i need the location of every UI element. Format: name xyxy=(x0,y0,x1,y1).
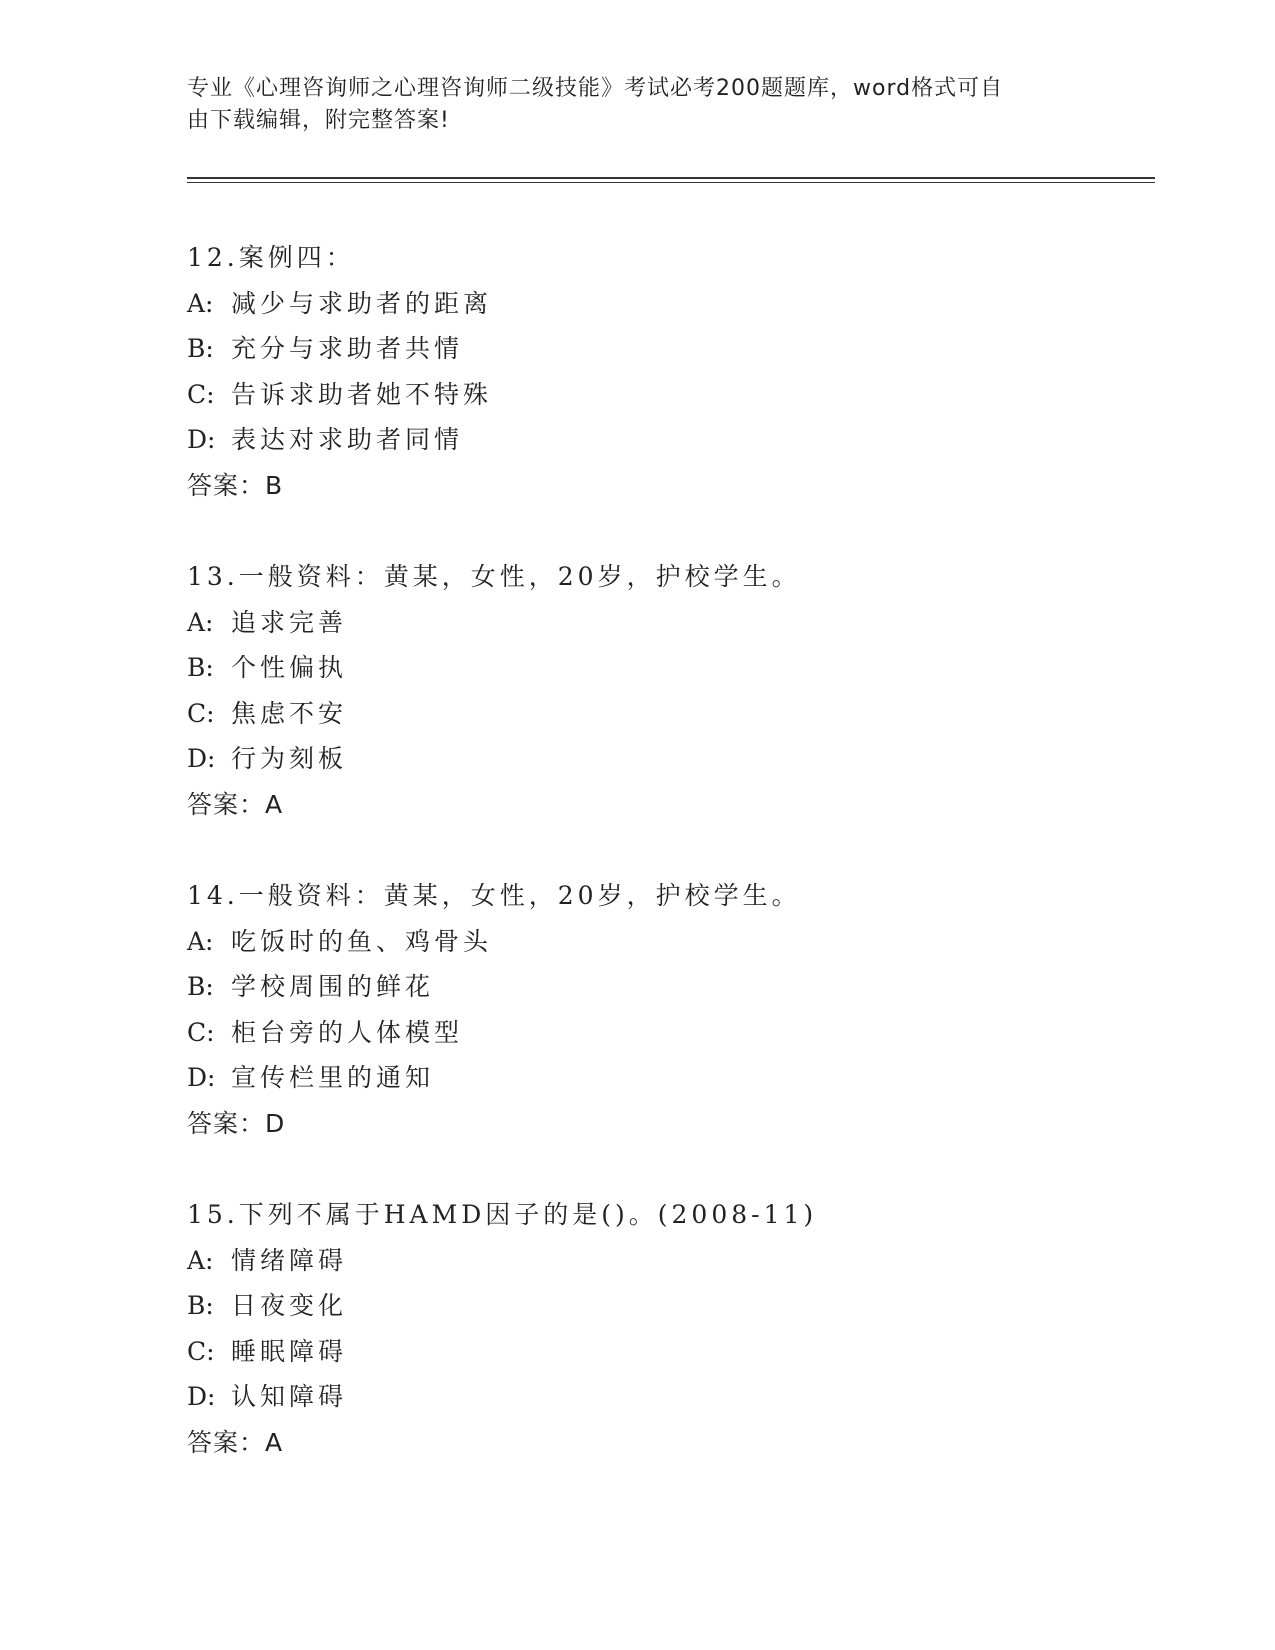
option-text: 焦虑不安 xyxy=(231,698,348,728)
question-block xyxy=(187,235,1137,508)
option-text: 宣传栏里的通知 xyxy=(231,1063,435,1092)
option-b xyxy=(187,1283,1137,1329)
option-text: 表达对求助者同情 xyxy=(231,425,464,454)
document-header xyxy=(187,73,1067,137)
header-divider-top xyxy=(187,177,1155,179)
question-stem: 13.一般资料：黄某，女性，20岁，护校学生。 xyxy=(187,562,801,591)
option-d xyxy=(187,417,1137,463)
answer-line: 答案：A xyxy=(187,1427,284,1457)
option-text: 认知障碍 xyxy=(231,1382,348,1411)
option-letter: D: xyxy=(187,1063,216,1092)
option-b xyxy=(187,326,1137,372)
option-text: 减少与求助者的距离 xyxy=(231,288,493,318)
answer-line: 答案：A xyxy=(187,789,284,819)
option-letter: B: xyxy=(187,334,214,363)
option-a xyxy=(187,281,1137,327)
option-a xyxy=(187,600,1137,646)
option-d xyxy=(187,1374,1137,1420)
option-letter: A: xyxy=(187,1245,214,1275)
option-text: 柜台旁的人体模型 xyxy=(231,1017,464,1047)
option-letter: C: xyxy=(187,1336,215,1366)
option-text: 睡眠障碍 xyxy=(231,1336,348,1366)
answer-line: 答案：D xyxy=(187,1108,286,1138)
option-letter: C: xyxy=(187,1017,215,1047)
option-d xyxy=(187,736,1137,782)
option-text: 告诉求助者她不特殊 xyxy=(231,379,493,409)
option-b xyxy=(187,645,1137,691)
option-text: 行为刻板 xyxy=(231,744,348,773)
option-letter: D: xyxy=(187,744,216,773)
option-text: 吃饭时的鱼、鸡骨头 xyxy=(231,926,493,956)
option-letter: B: xyxy=(187,1291,214,1320)
option-letter: B: xyxy=(187,653,214,682)
option-b xyxy=(187,964,1137,1010)
option-text: 情绪障碍 xyxy=(231,1245,348,1275)
option-text: 个性偏执 xyxy=(231,653,348,682)
header-line-1: 专业《心理咨询师之心理咨询师二级技能》考试必考200题题库，word格式可自 xyxy=(187,76,1004,101)
option-text: 日夜变化 xyxy=(231,1291,348,1320)
question-stem: 12.案例四： xyxy=(187,243,355,272)
option-a xyxy=(187,919,1137,965)
option-c xyxy=(187,1010,1137,1056)
option-d xyxy=(187,1055,1137,1101)
option-letter: C: xyxy=(187,698,215,728)
option-letter: B: xyxy=(187,972,214,1001)
question-block xyxy=(187,873,1137,1146)
option-c xyxy=(187,372,1137,418)
header-divider-bottom xyxy=(187,182,1155,183)
option-a xyxy=(187,1238,1137,1284)
option-text: 充分与求助者共情 xyxy=(231,334,464,363)
option-letter: A: xyxy=(187,926,214,956)
option-c xyxy=(187,691,1137,737)
question-stem: 15.下列不属于HAMD因子的是()。(2008-11) xyxy=(187,1200,818,1229)
question-stem: 14.一般资料：黄某，女性，20岁，护校学生。 xyxy=(187,881,801,910)
question-block xyxy=(187,554,1137,827)
option-letter: A: xyxy=(187,607,214,637)
option-text: 学校周围的鲜花 xyxy=(231,972,435,1001)
question-block xyxy=(187,1192,1137,1465)
option-text: 追求完善 xyxy=(231,607,348,637)
option-c xyxy=(187,1329,1137,1375)
header-line-2: 由下载编辑，附完整答案! xyxy=(187,108,450,133)
answer-line: 答案：B xyxy=(187,470,284,500)
option-letter: A: xyxy=(187,288,214,318)
option-letter: C: xyxy=(187,379,215,409)
option-letter: D: xyxy=(187,1382,216,1411)
option-letter: D: xyxy=(187,425,216,454)
